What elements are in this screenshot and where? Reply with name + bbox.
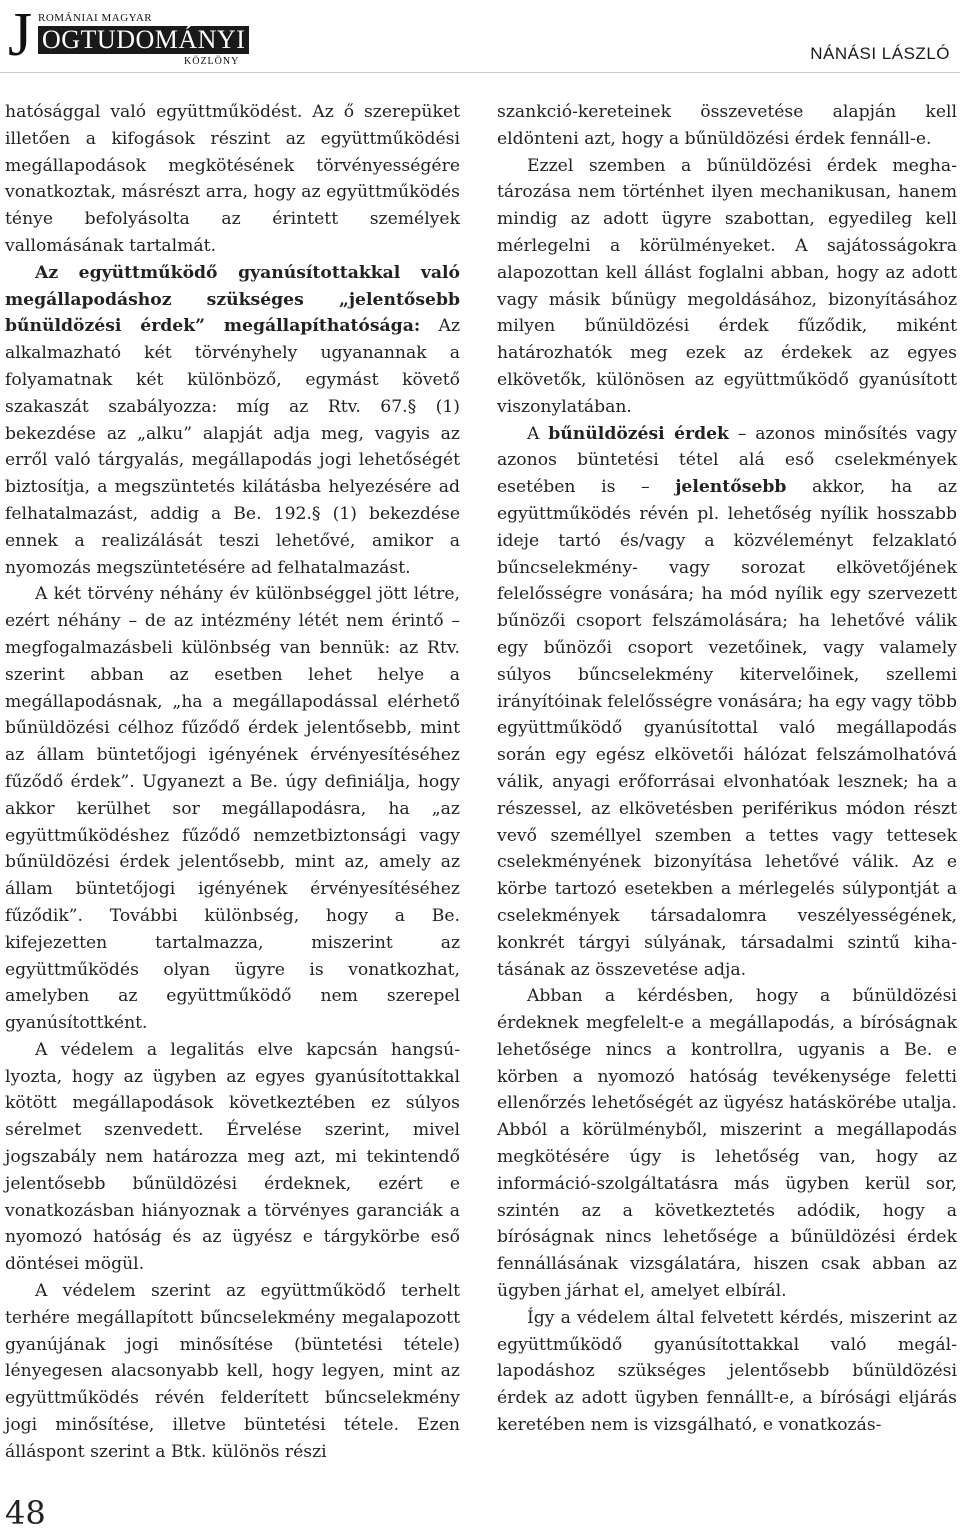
paragraph [497,421,957,984]
bold-term: bűnüldözési érdek [548,423,729,444]
paragraph: Abban a kérdésben, hogy a bűnüldözési érdeknek megfelelt-e a megállapodás, a bíróságnak lehetősége nincs a kontrollra, ugyanis a Be. e körben a nyomozó hatóság tevékenysége feletti ellenőrzés lehetőségét az ügyész hatáskörébe utalja. Abból a körülményből, miszerint a megállapodás megkötésére úgy is lehetőség van, hogy az információ-szolgáltatásra más ügyben kerül sor, szintén az a következtetés adódik, hogy a bíróságnak nincs lehetősége a bűnüldözési érdek fennállásának vizsgálatára, hiszen csak abban az ügyben járhat el, amelyet elbírál. [497,986,957,1302]
right-column [497,99,957,1439]
page-number: 48 [5,1494,46,1532]
paragraph-text: A [527,423,549,444]
paragraph-text: akkor, ha az együttműködés révén pl. lehetőség nyílik hosszabb ideje tartó és/vagy a közvéleményt felzaklató bűncselekmény- vagy sorozat elkövetőjének felelősségre vonására; ha mód nyílik egy szervezett bűnözői csoport felszámolására; ha lehetővé válik egy bűnözői csoport vezetőinek, vagy valamely súlyos bűncselekmény kitervelőinek, szellemi irányítóinak felelősségre vonására; ha egy vagy több együttműködő gyanúsítottal való megállapodás során egy egész elkövetői hálózat felszámolhatóvá válik, anyagi erőforrásai elvonhatóak lesznek; ha a részessel, az elkövetésben periférikus módon részt vevő személlyel szemben a tettes vagy tettesek cselekményének bizonyítása lehetővé válik. Az e körbe tartozó esetekben a mérlegelés súlypontját a cselekmények társadalomra veszélyességének, konkrét tárgyi súlyának, társadalmi szintű kihatásának az összevetése adja. [497,477,957,980]
paragraph: hatósággal való együttműködést. Az ő szerepüket illetően a kifogások részint az együttműködési megállapodások megkötésének törvényességére vonatkoztak, másrészt arra, hogy az együttműködés ténye befolyásolta az érintett személyek vallomásának tartalmát. [5,102,460,256]
bold-term: jelentősebb [675,477,787,498]
left-column [5,99,460,1466]
paragraph [5,260,460,582]
paragraph: Így a védelem által felvetett kérdés, miszerint az együttműködő gyanúsítottakkal való megállapodáshoz szükséges jelentősebb bűnüldözési érdek az adott ügyben fennállt-e, a bírósági eljárás keretében nem is vizsgálható, e vonatkozás- [497,1307,957,1436]
paragraph-text: – azonos minősítés vagy azonos büntetési tétel alá eső cselekmények esetében is – [497,423,957,498]
paragraph: A védelem szerint az együttműködő terhelt terhére megállapított bűncselekmény megalapozott gyanújának jogi minősítése (büntetési tétele) lényegesen alacsonyabb kell, hogy legyen, mint az együttműködés révén felderített bűncselekmény jogi minősítése, illetve büntetési tétele. Ezen álláspont szerint a Btk. különös részi [5,1281,460,1462]
masthead-title: OGTUDOMÁNYI [38,26,249,54]
author-name: NÁNÁSI LÁSZLÓ [810,44,950,63]
paragraph: A védelem a legalitás elve kapcsán hangsúlyozta, hogy az ügyben az egyes gyanúsítottakkal kötött megállapodások következtében ez súlyos sérelmet szenvedett. Érvelése szerint, mivel jogszabály nem határozza meg azt, mi tekintendő jelentősebb bűnüldözési érdeknek, ezért e vonatkozásban hiányoznak a törvényes garanciák a nyomozó hatóság és az ügyész e tárgykörbe eső döntései mögül. [5,1039,460,1275]
bold-heading: Az együttműködő gyanúsítottakkal való megállapodáshoz szükséges „jelentősebb bűnüldözési érdek” megállapíthatósága: [5,262,460,337]
masthead-bottom-line: KÖZLÖNY [184,56,240,67]
masthead-top-line: ROMÁNIAI MAGYAR [38,12,153,24]
journal-masthead [8,1,246,69]
masthead-j-letter: J [8,1,33,69]
paragraph-text: Az alkalmazható két törvényhely ugyanannak a folyamatnak két különböző, egymást követő szakaszát szabályozza: míg az Rtv. 67.§ (1) bekezdése az „alku” alapját adja meg, vagyis az erről való tárgyalás, megállapodás jogi lehetőségét biztosítja, a megszüntetés kilátásba helyezésére ad felhatalmazást, addig a Be. 192.§ (1) bekezdése ennek a realizálását teszi lehetővé, amikor a nyomozás megszüntetésére ad felhatalmazást. [5,316,460,578]
paragraph: szankció-kereteinek összevetése alapján kell eldönteni azt, hogy a bűnüldözési érdek fennáll-e. [497,102,957,149]
paragraph: A két törvény néhány év különbséggel jött létre, ezért néhány – de az intézmény létét nem érintő – megfogalmazásbeli különbség van bennük: az Rtv. szerint abban az esetben lehet helye a megállapodásnak, „ha a megállapodással elérhető bűnüldözési célhoz fűződő érdek jelentősebb, mint az állam büntetőjogi igényének érvényesítéséhez fűződő érdek”. Ugyanezt a Be. úgy definiálja, hogy akkor kerülhet sor megállapodásra, ha „az együttműködéshez fűződő nemzetbiztonsági vagy bűnüldözési érdek jelentősebb, mint az, amely az állam büntetőjogi igényének érvényesítéséhez fűződik”. További különbség, hogy a Be. kifejezetten tartalmazza, miszerint az együttműködés olyan ügyre is vonatkozhat, amelyben az együttműködő nem szerepel gyanúsítottként. [5,584,460,1034]
header-rule [0,72,960,73]
paragraph: Ezzel szemben a bűnüldözési érdek meghatározása nem történhet ilyen mechanikusan, hanem mindig az adott ügyre szabottan, egyedileg kell mérlegelni a körülményeket. A sajátosságokra alapozottan kell állást foglalni abban, hogy az adott vagy másik bűnügy megoldásához, bizonyításához milyen bűnüldözési érdek fűződik, miként határozhatók meg ezek az érdekek az egyes elkövetők, különösen az együttműködő gyanúsított viszonylatában. [497,155,957,417]
